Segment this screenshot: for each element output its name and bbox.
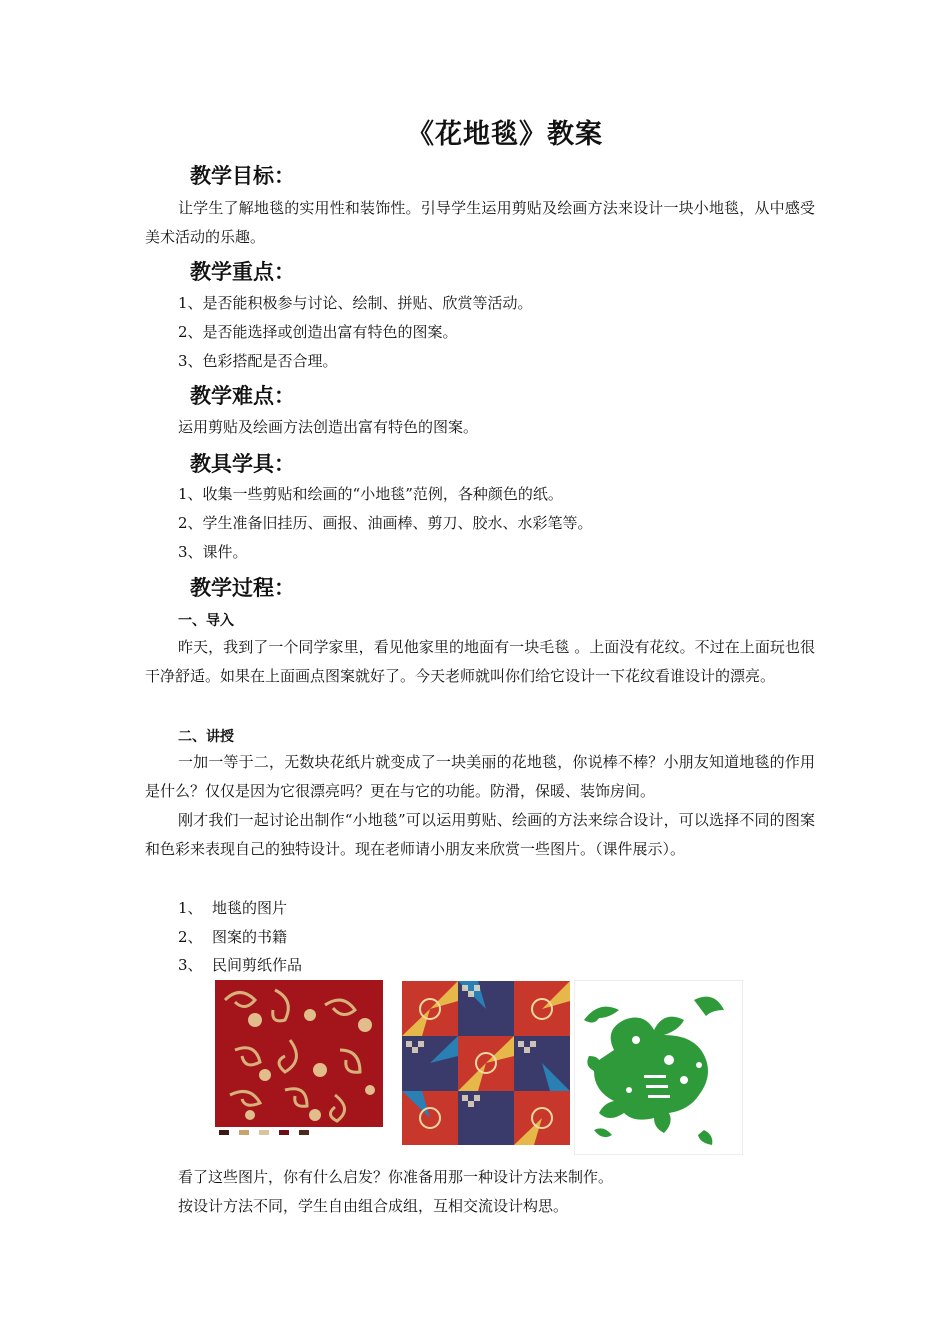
goals-heading: 教学目标：	[190, 164, 295, 188]
page-title: 《花地毯》教案	[407, 119, 603, 150]
geometric-pattern-image	[402, 981, 570, 1145]
list-item-text: 地毯的图片	[212, 899, 288, 917]
dragon-paper-cut	[574, 980, 743, 1155]
red-carpet-pattern	[215, 980, 383, 1138]
key-point-item: 3、色彩搭配是否合理。	[178, 352, 338, 370]
after-text-1: 看了这些图片，你有什么启发？你准备用那一种设计方法来制作。	[178, 1168, 614, 1186]
list-item-text: 图案的书籍	[212, 928, 288, 946]
difficulty-text: 运用剪贴及绘画方法创造出富有特色的图案。	[178, 418, 479, 436]
teach-heading: 二、讲授	[178, 729, 234, 745]
key-point-item: 1、是否能积极参与讨论、绘制、拼贴、欣赏等活动。	[178, 294, 533, 312]
paper-cut-dragon-image	[574, 980, 743, 1155]
intro-text: 昨天，我到了一个同学家里，看见他家里的地面有一块毛毯 。上面没有花纹。不过在上面玩也很干净舒适。如果在上面画点图案就好了。今天老师就叫你们给它设计一下花纹看谁设计的漂亮。	[145, 638, 815, 685]
teach-text-2: 刚才我们一起讨论出制作“小地毯”可以运用剪贴、绘画的方法来综合设计，可以选择不同的图案和色彩来表现自己的独特设计。现在老师请小朋友来欣赏一些图片。（课件展示）。	[145, 811, 815, 858]
list-item	[178, 926, 287, 947]
list-item	[178, 897, 287, 918]
materials-item: 1、收集一些剪贴和绘画的“小地毯”范例，各种颜色的纸。	[178, 485, 563, 503]
process-heading: 教学过程：	[190, 576, 295, 600]
list-item	[178, 954, 302, 975]
after-text-2: 按设计方法不同，学生自由组合成组，互相交流设计构思。	[178, 1197, 569, 1215]
list-item-number: 2、	[178, 928, 203, 946]
difficulty-heading: 教学难点：	[190, 384, 295, 408]
list-item-number: 3、	[178, 956, 203, 974]
key-point-item: 2、是否能选择或创造出富有特色的图案。	[178, 323, 458, 341]
materials-heading: 教具学具：	[190, 452, 295, 476]
materials-item: 2、学生准备旧挂历、画报、油画棒、剪刀、胶水、水彩笔等。	[178, 514, 593, 532]
list-item-text: 民间剪纸作品	[212, 956, 303, 974]
red-carpet-image	[215, 980, 383, 1138]
geometric-pattern	[402, 981, 570, 1145]
goals-text: 让学生了解地毯的实用性和装饰性。引导学生运用剪贴及绘画方法来设计一块小地毯，从中感受美术活动的乐趣。	[145, 199, 815, 246]
intro-heading: 一、导入	[178, 613, 234, 629]
key-points-heading: 教学重点：	[190, 260, 295, 284]
list-item-number: 1、	[178, 899, 203, 917]
materials-item: 3、课件。	[178, 543, 248, 561]
teach-text-1: 一加一等于二，无数块花纸片就变成了一块美丽的花地毯，你说棒不棒？小朋友知道地毯的作用是什么？仅仅是因为它很漂亮吗？更在与它的功能。防滑，保暖、装饰房间。	[145, 753, 815, 800]
